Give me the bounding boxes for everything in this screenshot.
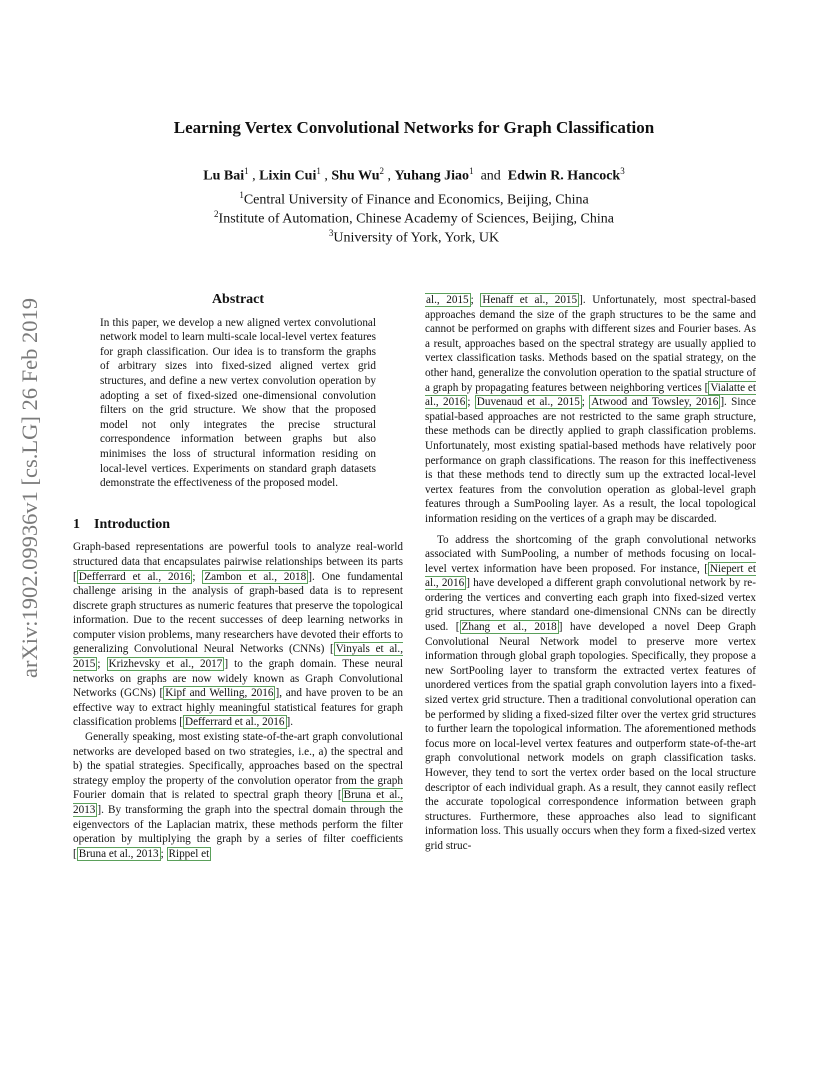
affiliation-mark: 1 [239, 190, 244, 200]
citation-link[interactable]: Bruna et al., 2013 [78, 847, 159, 860]
author-name: Edwin R. Hancock [507, 168, 621, 184]
citation-link[interactable]: Defferrard et al., 2016 [78, 570, 191, 583]
paragraph-text: To address the shortcoming of the graph convolutional networks associated with SumPooling, a number of methods focusing on local-level vertex information have been proposed. For instance, [ [425, 533, 756, 575]
arxiv-identifier-stamp [17, 290, 42, 680]
affiliation-text: University of York, York, UK [333, 230, 500, 246]
paragraph-text: ]. By transforming the graph into the spectral domain through the eigenvectors of the Laplacian matrix, these methods perform the filter operation by multiplying the graph by a series of filter coefficients [ [73, 804, 403, 860]
citation-link[interactable]: Rippel et [168, 847, 210, 860]
author-affiliation-mark: 2 [379, 166, 384, 176]
affiliation-text: Institute of Automation, Chinese Academy of Sciences, Beijing, China [218, 211, 614, 227]
citation-link[interactable]: Henaff et al., 2015 [482, 294, 578, 306]
citation-link[interactable]: Zhang et al., 2018 [461, 621, 557, 634]
author-affiliation-mark: 1 [316, 166, 321, 176]
citation-link[interactable]: Vialatte et al., 2016 [425, 381, 756, 409]
paragraph-text: Graph-based representations are powerful tools to analyze real-world structured data that encapsulates pairwise relationships between its parts [ [73, 541, 403, 583]
affiliation-line [0, 228, 828, 247]
author-list: Lu Bai$^1$ , Lixin Cui$^1$ , Shu Wu$^2$ , Yuhang Jiao$^1$ and Edwin R. Hancock$^3$ [203, 166, 625, 184]
right-column [425, 293, 756, 854]
paragraph-text: ; [192, 570, 203, 583]
paragraph-text: ; [470, 294, 481, 306]
citation-link[interactable]: Niepert et al., 2016 [425, 562, 756, 590]
paragraph-text: ; [160, 847, 167, 860]
citation-link[interactable]: Bruna et al., 2013 [73, 789, 403, 816]
citation-link[interactable]: Kipf and Welling, 2016 [165, 687, 274, 700]
arxiv-identifier-text: arXiv:1902.09936v1 [cs.LG] 26 Feb 2019 [17, 298, 42, 678]
paragraph-text: ]. [286, 716, 294, 729]
paragraph-text: ]. One fundamental challenge arising in the analysis of graph-based data is to represent discrete graph structures as numeric features that preserve the topological information. Due to the recent successes of deep learning networks in computer vision problems, many researchers have devoted their efforts to generalizing Convolutional Neural Networks (CNNs) [ [73, 570, 404, 656]
continued-paragraph [425, 293, 756, 527]
citation-link[interactable]: Atwood and Towsley, 2016 [591, 396, 719, 409]
paragraph-text: ]. Since spatial-based approaches are not restricted to the same graph structure, these methods can be directly applied to graph classification problems. Unfortunately, most existing spatial-based methods have relatively poor performance on graph classifications. The reason for this ineffectiveness is that these methods tend to directly sum up the extracted local-level vertex features from the convolution operation as global-level graph features through a SumPooling layer. As a result, the local topological information residing on the vertices of a graph may be discarded. [425, 396, 757, 525]
right-paragraph-2 [425, 533, 756, 854]
citation-link[interactable]: Zambon et al., 2018 [204, 570, 307, 583]
section-number: 1 [73, 516, 80, 532]
citation-link[interactable]: Defferrard et al., 2016 [184, 716, 285, 729]
paragraph-text: ] to the graph domain. These neural networks on graphs are now widely known as Graph Convolutional Networks (GCNs) [ [73, 658, 403, 700]
left-column [73, 293, 403, 861]
abstract-body: In this paper, we develop a new aligned vertex convolutional network model to learn multi-scale local-level vertex features for graph classification. Our idea is to transform the graphs of arbitrary sizes into fixed-sized aligned vertex grid structures, and define a new vertex convolution operation by adopting a set of fixed-sized one-dimensional convolution filters on the grid structure. We show that the proposed model not only integrates the precise structural correspondence information between graphs but also minimises the loss of structural information residing on local-level vertices. Experiments on standard graph datasets demonstrate the effectiveness of the proposed model. [100, 316, 376, 490]
intro-paragraph-2 [73, 730, 403, 861]
citation-link[interactable]: Duvenaud et al., 2015 [476, 396, 580, 409]
affiliation-line [0, 190, 828, 209]
affiliation-mark: 2 [214, 209, 219, 219]
section-heading-introduction [73, 518, 403, 533]
paragraph-text: ], and have proven to be an effective way to extract highly meaningful statistical features for graph classification problems [ [73, 687, 403, 729]
author-name: Shu Wu [331, 168, 380, 184]
paragraph-text: ] have developed a novel Deep Graph Convolutional Neural Network model to preserve more vertex information through global graph topologies. Specifically, they propose a new SortPooling layer to transform the extracted vertex features of unordered vertices from the spatial graph convolution layers into a fixed-sized vertex grid structure. Then a traditional convolutional operation can be performed by sliding a fixed-sized filter over the vertex grid structures to further learn the topological information. The aforementioned methods focus more on local-level vertex features and outperform state-of-the-art graph convolutional network models on graph classification tasks. However, they tend to sort the vertex order based on the local structure descriptor of each individual graph. As a result, they cannot easily reflect the accurate topological correspondence information between graph structures. Furthermore, these approaches also lead to significant information loss. This usually occurs when they form a fixed-sized vertex grid struc- [425, 621, 757, 852]
affiliation-line [0, 209, 828, 228]
paragraph-text: ]. Unfortunately, most spectral-based approaches demand the size of the graph structures to be the same and cannot be performed on graphs with different sizes and Fourier bases. As a result, approaches based on the spectral strategy are usually applied to vertex classification tasks. Methods based on the spatial strategy, on the other hand, generalize the convolution operation to the spatial structure of a graph by propagating features between neighboring vertices [ [425, 294, 757, 394]
paragraph-text: ; [467, 396, 475, 409]
author-name: Yuhang Jiao [394, 168, 470, 184]
author-affiliation-mark: 1 [469, 166, 474, 176]
author-conjunction: and [480, 168, 501, 184]
author-affiliation-mark: 3 [620, 166, 625, 176]
affiliation-text: Central University of Finance and Economics, Beijing, China [243, 192, 589, 208]
paragraph-text: ; [97, 658, 107, 671]
intro-paragraph-1 [73, 540, 403, 730]
paragraph-text: ; [581, 396, 590, 409]
citation-link[interactable]: Krizhevsky et al., 2017 [108, 658, 223, 671]
citation-link[interactable]: Vinyals et al., 2015 [73, 643, 403, 671]
paragraph-text: Generally speaking, most existing state-of-the-art graph convolutional networks are developed based on two strategies, i.e., a) the spectral and b) the spatial strategies. Specifically, approaches based on the spectral strategy employ the property of the convolution operator from the graph Fourier domain that is related to spectral graph theory [ [73, 731, 403, 802]
affiliation-mark: 3 [328, 228, 334, 238]
citation-link[interactable]: al., 2015 [426, 294, 469, 306]
author-name: Lixin Cui [259, 168, 317, 184]
paper-title: Learning Vertex Convolutional Networks for Graph Classification [173, 118, 655, 137]
author-name: Lu Bai [203, 168, 245, 184]
section-title: Introduction [94, 516, 170, 532]
paragraph-text: ] have developed a different graph convolutional network by re-ordering the vertices and converting each graph into fixed-sized vertex grid structures, where standard one-dimensional CNNs can be directly used. [ [425, 577, 756, 634]
abstract-heading: Abstract [211, 292, 265, 307]
author-affiliation-mark: 1 [244, 166, 249, 176]
